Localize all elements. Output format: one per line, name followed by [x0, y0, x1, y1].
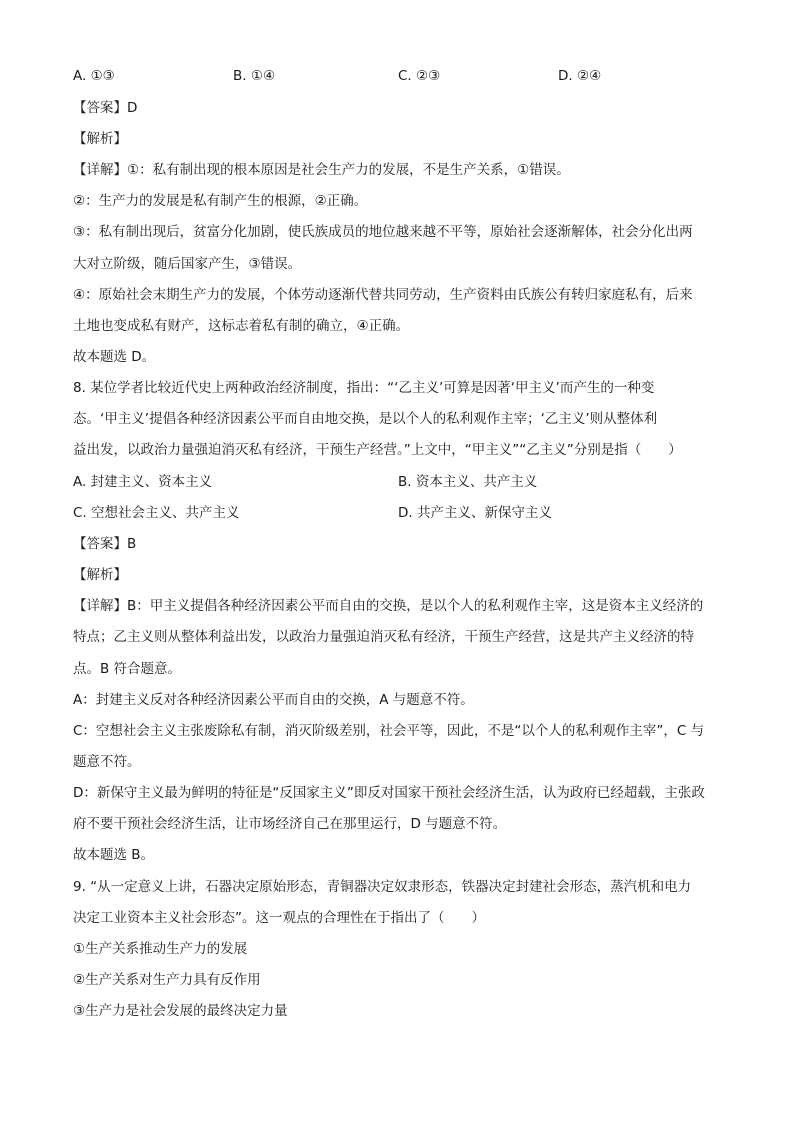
q8-analysis-line: 【详解】B：甲主义提倡各种经济因素公平而自由的交换，是以个人的私利观作主宰，这是资本主义经济的 — [73, 598, 704, 614]
q8-analysis-line: 题意不符。 — [73, 754, 141, 770]
q9-item: ③生产力是社会发展的最终决定力量 — [73, 1003, 288, 1019]
q7-answer: 【答案】D — [73, 100, 138, 116]
q8-answer: 【答案】B — [73, 536, 137, 552]
q8-stem-line: 态。‘甲主义’提倡各种经济因素公平而自由地交换，是以个人的私利观作主宰；‘乙主义’则从整体利 — [73, 411, 658, 427]
q7-conclusion: 故本题选 D。 — [73, 349, 156, 365]
q8-conclusion: 故本题选 B。 — [73, 847, 155, 863]
q8-analysis-line: A：封建主义反对各种经济因素公平而自由的交换，A 与题意不符。 — [73, 692, 474, 708]
q7-option-c: C. ②③ — [398, 68, 441, 84]
q7-analysis-line: 【详解】①：私有制出现的根本原因是社会生产力的发展，不是生产关系，①错误。 — [73, 162, 570, 178]
q7-analysis-label: 【解析】 — [73, 131, 127, 147]
q8-option-c: C. 空想社会主义、共产主义 — [73, 505, 240, 521]
q9-item: ①生产关系推动生产力的发展 — [73, 941, 248, 957]
q9-item: ②生产关系对生产力具有反作用 — [73, 972, 261, 988]
q8-analysis-label: 【解析】 — [73, 567, 127, 583]
q9-stem-line: 决定工业资本主义社会形态”。这一观点的合理性在于指出了（ ） — [73, 910, 485, 926]
q8-analysis-line: D：新保守主义最为鲜明的特征是“反国家主义”即反对国家干预社会经济生活，认为政府已经超载，主张政 — [73, 785, 705, 801]
q8-analysis-line: 府不要干预社会经济生活，让市场经济自己在那里运行，D 与题意不符。 — [73, 816, 507, 832]
q8-option-d: D. 共产主义、新保守主义 — [398, 505, 552, 521]
q8-analysis-line: 特点；乙主义则从整体利益出发，以政治力量强迫消灭私有经济，干预生产经营，这是共产主义经济的特 — [73, 629, 694, 645]
q7-analysis-line: ②：生产力的发展是私有制产生的根源，②正确。 — [73, 193, 368, 209]
q7-analysis-line: 大对立阶级，随后国家产生，③错误。 — [73, 256, 302, 272]
q7-option-b: B. ①④ — [233, 68, 276, 84]
q7-analysis-line: ④：原始社会末期生产力的发展，个体劳动逐渐代替共同劳动，生产资料由氏族公有转归家庭私有，后来 — [73, 287, 693, 303]
q8-stem-line: 8. 某位学者比较近代史上两种政治经济制度，指出：“‘乙主义’可算是因著‘甲主义’而产生的一种变 — [73, 380, 655, 396]
q7-analysis-line: ③：私有制出现后，贫富分化加剧，使氏族成员的地位越来越不平等，原始社会逐渐解体，社会分化出两 — [73, 224, 693, 240]
q8-analysis-line: C：空想社会主义主张废除私有制，消灭阶级差别，社会平等，因此，不是“以个人的私利观作主宰”，C 与 — [73, 723, 705, 739]
q9-stem-line: 9. “从一定意义上讲，石器决定原始形态，青铜器决定奴隶形态，铁器决定封建社会形态，蒸汽机和电力 — [73, 879, 692, 895]
q7-option-a: A. ①③ — [73, 68, 115, 84]
q8-analysis-line: 点。B 符合题意。 — [73, 661, 182, 677]
q7-analysis-line: 土地也变成私有财产，这标志着私有制的确立，④正确。 — [73, 318, 410, 334]
q8-option-b: B. 资本主义、共产主义 — [398, 474, 538, 490]
q8-option-a: A. 封建主义、资本主义 — [73, 474, 213, 490]
q7-option-d: D. ②④ — [558, 68, 602, 84]
q8-stem-line: 益出发，以政治力量强迫消灭私有经济，干预生产经营。”上文中，“甲主义”“乙主义”分别是指（ ） — [73, 442, 682, 458]
